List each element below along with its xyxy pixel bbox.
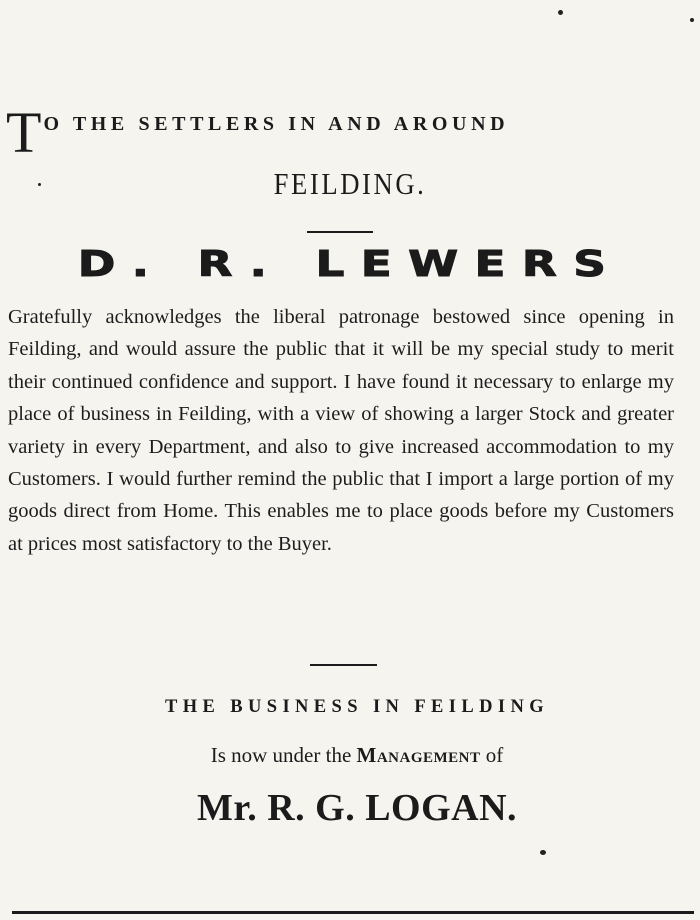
management-suffix: of — [485, 743, 504, 767]
firm-name: D. R. LEWERS — [77, 244, 623, 285]
heading — [6, 100, 696, 165]
ink-speck — [690, 18, 694, 22]
divider-rule — [310, 664, 377, 666]
ink-speck — [558, 10, 563, 15]
heading-dropcap: T — [6, 100, 42, 165]
divider-rule — [307, 231, 373, 233]
business-heading: THE BUSINESS IN FEILDING — [164, 697, 550, 717]
management-line — [0, 743, 700, 768]
management-word: Management — [356, 743, 481, 767]
management-prefix: Is now under the — [210, 743, 352, 767]
ink-speck — [38, 183, 41, 186]
heading-text: O THE SETTLERS IN AND AROUND — [43, 113, 510, 135]
town-heading: FEILDING. — [273, 166, 427, 201]
bottom-border-rule — [12, 911, 694, 914]
body-paragraph: Gratefully acknowledges the liberal patronage bestowed since opening in Feilding, and would assure the public that it will be my special study to merit their continued confidence and support. I have found it necessary to enlarge my place of business in Feilding, with a view of showing a larger Stock and greater variety in every Department, and also to give increased accommodation to my Customers. I would further remind the public that I import a large portion of my goods direct from Home. This enables me to place goods before my Customers at prices most satisfactory to the Buyer. — [8, 306, 674, 555]
ink-speck — [540, 850, 546, 855]
manager-name: Mr. R. G. LOGAN. — [196, 787, 518, 829]
